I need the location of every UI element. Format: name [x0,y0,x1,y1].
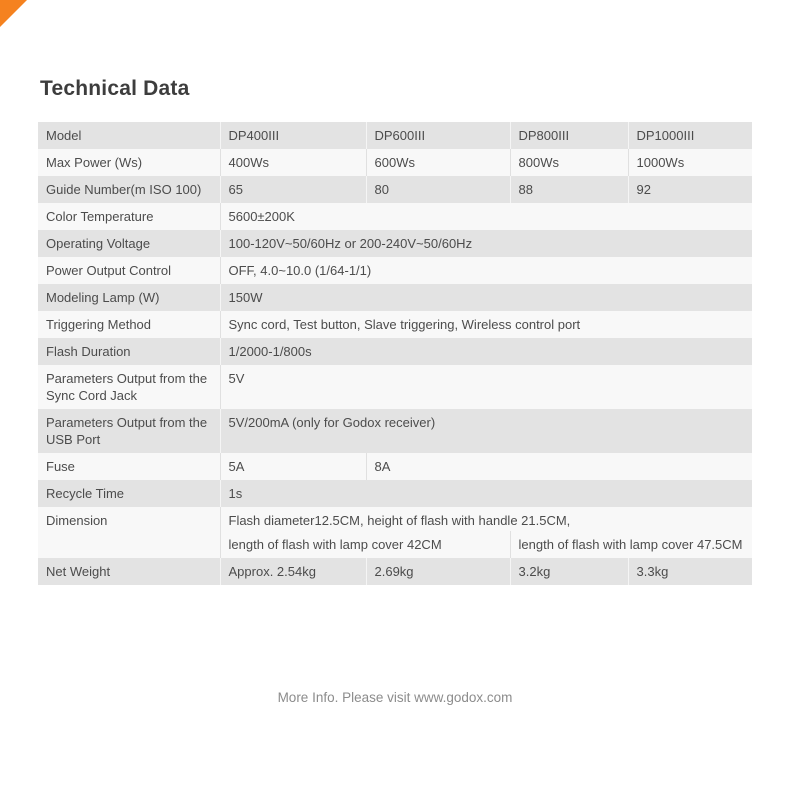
cell-max-power-dp400: 400Ws [220,149,366,176]
cell-dimension-length-42: length of flash with lamp cover 42CM [220,531,510,558]
footer-note: More Info. Please visit www.godox.com [277,690,513,705]
cell-model-dp600: DP600III [366,122,510,149]
cell-operating-voltage: 100-120V~50/60Hz or 200-240V~50/60Hz [220,230,752,257]
cell-max-power-dp600: 600Ws [366,149,510,176]
row-net-weight [38,558,752,585]
row-label: Parameters Output from the USB Port [38,409,220,453]
row-label: Recycle Time [38,480,220,507]
row-label: Color Temperature [38,203,220,230]
cell-guide-number-dp800: 88 [510,176,628,203]
cell-triggering-method: Sync cord, Test button, Slave triggering, Wireless control port [220,311,752,338]
row-operating-voltage [38,230,752,257]
row-modeling-lamp [38,284,752,311]
cell-max-power-dp800: 800Ws [510,149,628,176]
cell-model-dp800: DP800III [510,122,628,149]
row-label: Operating Voltage [38,230,220,257]
row-model [38,122,752,149]
row-power-output-control [38,257,752,284]
cell-guide-number-dp400: 65 [220,176,366,203]
row-flash-duration [38,338,752,365]
row-label: Flash Duration [38,338,220,365]
cell-net-weight-dp600: 2.69kg [366,558,510,585]
row-label: Fuse [38,453,220,480]
row-label: Guide Number(m ISO 100) [38,176,220,203]
cell-flash-duration: 1/2000-1/800s [220,338,752,365]
row-label: Triggering Method [38,311,220,338]
row-sync-cord-output [38,365,752,409]
row-label: Dimension [38,507,220,558]
row-recycle-time [38,480,752,507]
row-triggering-method [38,311,752,338]
cell-modeling-lamp: 150W [220,284,752,311]
cell-model-dp400: DP400III [220,122,366,149]
cell-dimension-length-47: length of flash with lamp cover 47.5CM [510,531,752,558]
row-label: Model [38,122,220,149]
orange-corner-accent [0,0,27,27]
row-max-power [38,149,752,176]
cell-guide-number-dp600: 80 [366,176,510,203]
row-dimension [38,507,752,531]
cell-power-output-control: OFF, 4.0~10.0 (1/64-1/1) [220,257,752,284]
cell-fuse-rest: 8A [366,453,752,480]
page-title: Technical Data [40,77,190,100]
cell-color-temperature: 5600±200K [220,203,752,230]
cell-usb-output: 5V/200mA (only for Godox receiver) [220,409,752,453]
row-label: Power Output Control [38,257,220,284]
cell-net-weight-dp800: 3.2kg [510,558,628,585]
cell-fuse-dp400: 5A [220,453,366,480]
cell-max-power-dp1000: 1000Ws [628,149,752,176]
row-color-temperature [38,203,752,230]
row-usb-output [38,409,752,453]
row-fuse [38,453,752,480]
cell-model-dp1000: DP1000III [628,122,752,149]
cell-net-weight-dp1000: 3.3kg [628,558,752,585]
row-label: Parameters Output from the Sync Cord Jack [38,365,220,409]
row-guide-number [38,176,752,203]
row-label: Max Power (Ws) [38,149,220,176]
cell-guide-number-dp1000: 92 [628,176,752,203]
technical-data-table [38,122,752,585]
row-label: Modeling Lamp (W) [38,284,220,311]
cell-sync-cord-output: 5V [220,365,752,409]
row-label: Net Weight [38,558,220,585]
cell-net-weight-dp400: Approx. 2.54kg [220,558,366,585]
cell-recycle-time: 1s [220,480,752,507]
cell-dimension-line1: Flash diameter12.5CM, height of flash with handle 21.5CM, [220,507,752,531]
